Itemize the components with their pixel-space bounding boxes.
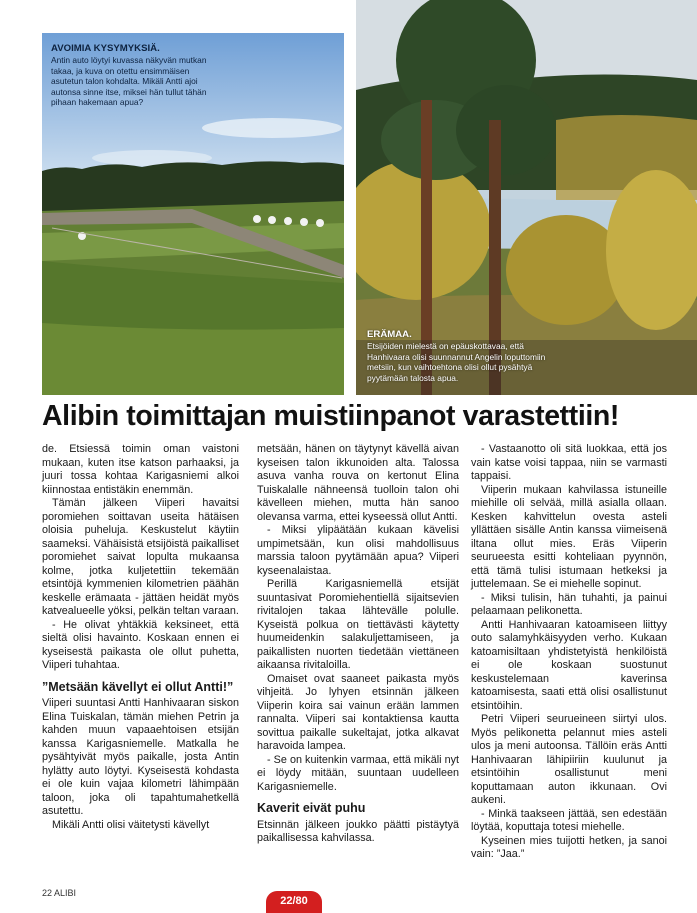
body-paragraph: metsään, hänen on täytynyt kävellä aivan kyseisen talon ikkunoiden alta. Talossa asuva vanha rouva on kertonut Elina Tuiskalalle nähneensä tuolloin talon ohi kävelleen miehen, mutta hän sanoo olevansa varma, ettei kyseessä ollut Antti. (257, 443, 459, 523)
body-paragraph: Viiperi suuntasi Antti Hanhivaaran siskon Elina Tuiskalan, tämän miehen Petrin ja kahden muun vapaaehtoisen etsijän kanssa Karigasniemelle. Matkalla he pysähtyivät myös paikalle, josta Antin hylätty auto löytyi. Kyseisestä kohdasta ei ole kuin vajaa kilometri lähimpään taloon, joka oli tapahtumahetkellä asutettu. (42, 697, 239, 818)
body-paragraph: Kyseinen mies tuijotti hetken, ja sanoi vain: ”Jaa.” (471, 834, 667, 860)
article-headline: Alibin toimittajan muistiinpanot varastettiin! (42, 400, 619, 432)
body-paragraph: Perillä Karigasniemellä etsijät suuntasivat Poromiehentiellä sijaitsevien rivitalojen takaa lähtevälle polulle. Kyseistä polkua on tiettävästi käytetty huumeidenkin salakuljettamiseen, ja paikallisten nuorten tiedetään viettäneen aikaansa rivitaloilla. (257, 578, 459, 671)
caption-right (367, 330, 555, 383)
body-paragraph: - He olivat yhtäkkiä keksineet, että sieltä olisi havainto. Koskaan ennen ei kyseisestä paikasta ole ollut puhetta, Viiperi tuhahtaa. (42, 618, 239, 671)
body-paragraph: Viiperin mukaan kahvilassa istuneille miehille oli selvää, millä asialla ollaan. Kesken kahvittelun ovesta asteli yllättäen sisälle Antin kanssa viimeisenä iltana ollut mies. Eräs Viiperin seurueesta esitti kohteliaan pyynnön, että tämä tulisi istumaan hetkeksi ja juttelemaan. Se ei miehelle sopinut. (471, 483, 667, 590)
caption-left-text: Antin auto löytyi kuvassa näkyvän mutkan takaa, ja kuva on otettu ensimmäisen asutetun talon kohdalta. Mikäli Antti ajoi autonsa sinne itse, miksei hän tullut tähän pihaan hakemaan apua? (51, 55, 207, 108)
caption-left (51, 44, 223, 107)
body-paragraph: - Minkä taakseen jättää, sen edestään löytää, koputtaja totesi miehelle. (471, 807, 667, 833)
body-paragraph: Etsinnän jälkeen joukko päätti pistäytyä paikallisessa kahvilassa. (257, 818, 459, 845)
body-paragraph: Omaiset ovat saaneet paikasta myös vihjeitä. Jo lyhyen etsinnän jälkeen Viiperin koira sai vainun erään lammen rannalta. Viiperi sai kontaktiensa kautta sovittua paikalle sukeltajat, jotka alkavat haravoida lampea. (257, 672, 459, 752)
caption-right-text: Etsijöiden mielestä on epäuskottavaa, että Hanhivaara olisi suunnannut Angelin loputtomiin metsiin, kun vaihtoehtona olisi ollut pysähtyä pyytämään talosta apua. (367, 341, 546, 383)
body-paragraph: - Se on kuitenkin varmaa, että mikäli nyt ei löydy mitään, suuntaan uudelleen Karigasniemelle. (257, 753, 459, 793)
article-column-3 (471, 443, 667, 862)
body-paragraph: Petri Viiperi seurueineen siirtyi ulos. Myös pelikonetta pelannut mies asteli ulos ja meni autoonsa. Tällöin eräs Antti Hanhivaaran lähipiiriin kuulunut ja etsintöihin osallistunut meni koputtamaan auton ikkunaan. Ovi aukeni. (471, 713, 667, 806)
subheading: Kaverit eivät puhu (257, 801, 366, 815)
page-folio: 22 ALIBI (42, 888, 77, 898)
article-column-2 (257, 443, 459, 846)
article-column-1 (42, 443, 239, 832)
body-paragraph: - Miksi ylipäätään kukaan kävelisi umpimetsään, kun olisi mahdollisuus marssia taloon pyytämään apua? Viiperi kyseenalaistaa. (257, 524, 459, 577)
body-paragraph: Tämän jälkeen Viiperi havaitsi poromiehen soittavan useita hätäisen oloisia puheluja. Keskustelut käytiin saameksi. Vähäisistä etsijöistä paikalliset poromiehet saivat lopulta mukaansa kolme, jotka kuljetettiin tekemään etsintöjä kymmenien kilometrien päähän keskelle erämaata - jättäen heidät myös katvealueelle yöksi, pelkän teltan varaan. (42, 497, 239, 617)
body-paragraph: - Miksi tulisin, hän tuhahti, ja painui pelaamaan pelikonetta. (471, 591, 667, 617)
subheading: ”Metsään kävellyt ei ollut Antti!” (42, 679, 234, 694)
body-paragraph: - Vastaanotto oli sitä luokkaa, että jos vain katse voisi tappaa, niin se varmasti tappaisi. (471, 443, 667, 482)
page-counter-badge[interactable]: 22/80 (266, 891, 322, 913)
body-paragraph: de. Etsiessä toimin oman vaistoni mukaan, kuten itse katson parhaaksi, ja juuri tossa kohtaa Karigasniemi alkoi kiinnostaa entistäkin enemmän. (42, 443, 239, 496)
body-paragraph: Antti Hanhivaaran katoamiseen liittyy outo salamyhkäisyyden verho. Kukaan katoamisiltaan yhdistetyistä henkilöistä ei ole koskaan suostunut keskustelemaan kaverinsa katoamisesta, saati että olisi osallistunut etsintöihin. (471, 618, 667, 712)
caption-right-title: ERÄMAA. (367, 329, 412, 340)
caption-left-title: AVOIMIA KYSYMYKSIÄ. (51, 43, 160, 54)
body-paragraph: Mikäli Antti olisi väitetysti kävellyt (52, 818, 210, 831)
